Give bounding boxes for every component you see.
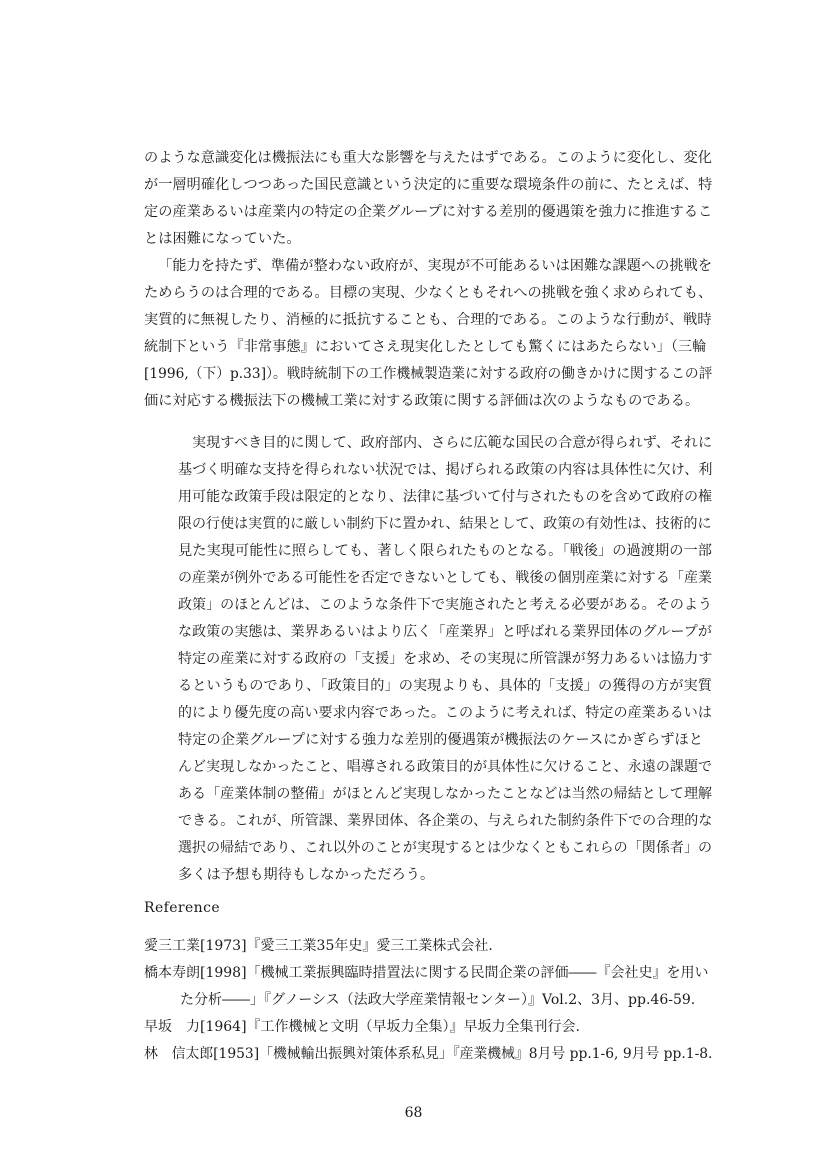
text-line: 定の産業あるいは産業内の特定の企業グループに対する差別的優遇策を強力に推進するこ [144, 204, 713, 220]
text-line: 価に対応する機振法下の機械工業に対する政策に関する評価は次のようなものである。 [144, 393, 700, 409]
text-line: が一層明確化しつつあった国民意識という決定的に重要な環境条件の前に、たとえば、特 [144, 177, 713, 193]
text-line: 統制下という『非常事態』においてさえ現実化したとしても驚くにはあたらない」（三輪 [144, 339, 707, 355]
quote-line: 実現すべき目的に関して、政府部内、さらに広範な国民の合意が得られず、それに [192, 435, 713, 451]
quote-line: できる。これが、所管課、業界団体、各企業の、与えられた制約条件下での合理的な [178, 813, 713, 829]
reference-entry: 愛三工業[1973]『愛三工業35年史』愛三工業株式会社. [144, 938, 493, 954]
quote-line: んど実現しなかったこと、唱導される政策目的が具体性に欠けること、永遠の課題で [178, 759, 713, 775]
quote-line: 用可能な政策手段は限定的となり、法律に基づいて付与されたものを含めて政府の権 [178, 489, 713, 505]
page-number: 68 [404, 1105, 423, 1121]
quote-line: の産業が例外である可能性を否定できないとしても、戦後の個別産業に対する「産業 [178, 570, 713, 586]
quote-line: 見た実現可能性に照らしても、著しく限られたものとなる。「戦後」の過渡期の一部 [178, 543, 712, 559]
text-line: のような意識変化は機振法にも重大な影響を与えたはずである。このように変化し、変化 [144, 150, 712, 166]
reference-entry: 林 信太郎[1953]「機械輸出振興対策体系私見」『産業機械』8月号 pp.1-6, 9月号 pp.1-8. [144, 1046, 713, 1062]
quote-line: るというものであり、「政策目的」の実現よりも、具体的「支援」の獲得の方が実質 [178, 678, 712, 694]
quote-line: 特定の企業グループに対する強力な差別的優遇策が機振法のケースにかぎらずほと [178, 732, 703, 748]
quote-line: 的により優先度の高い要求内容であった。このように考えれば、特定の産業あるいは [178, 705, 712, 721]
quote-line: 政策」のほとんどは、このような条件下で実施されたと考える必要がある。そのよう [178, 597, 713, 613]
quote-line: な政策の実態は、業界あるいはより広く「産業界」と呼ばれる業界団体のグループが [178, 624, 712, 640]
quote-line: ある「産業体制の整備」がほとんど実現しなかったことなどは当然の帰結として理解 [178, 786, 713, 802]
reference-entry: 橋本寿朗[1998]「機械工業振興臨時措置法に関する民間企業の評価――『会社史』を用い [144, 965, 709, 981]
quote-line: 限の行使は実質的に厳しい制約下に置かれ、結果として、政策の有効性は、技術的に [178, 516, 712, 532]
text-line: とは困難になっていた。 [144, 231, 301, 247]
text-line: 「能力を持たず、準備が整わない政府が、実現が不可能あるいは困難な課題への挑戦を [158, 258, 713, 274]
reference-heading: Reference [144, 900, 221, 916]
reference-entry: た分析――」『グノーシス（法政大学産業情報センター）』Vol.2、3月、pp.46-59. [180, 992, 696, 1008]
text-line: 実質的に無視したり、消極的に抵抗することも、合理的である。このような行動が、戦時 [144, 312, 712, 328]
quote-line: 基づく明確な支持を得られない状況では、掲げられる政策の内容は具体性に欠け、利 [178, 462, 713, 478]
quote-line: 選択の帰結であり、これ以外のことが実現するとは少なくともこれらの「関係者」の [178, 840, 713, 856]
quote-line: 多くは予想も期待もしなかっただろう。 [178, 867, 435, 883]
text-line: ためらうのは合理的である。目標の実現、少なくともそれへの挑戦を強く求められても、 [144, 285, 713, 301]
reference-entry: 早坂 力[1964]『工作機械と文明（早坂力全集）』早坂力全集刊行会. [144, 1019, 581, 1035]
quote-line: 特定の産業に対する政府の「支援」を求め、その実現に所管課が努力あるいは協力す [178, 651, 713, 667]
text-line: [1996,（下）p.33]）。戦時統制下の工作機械製造業に対する政府の働きかけに関するこの評 [144, 366, 713, 382]
